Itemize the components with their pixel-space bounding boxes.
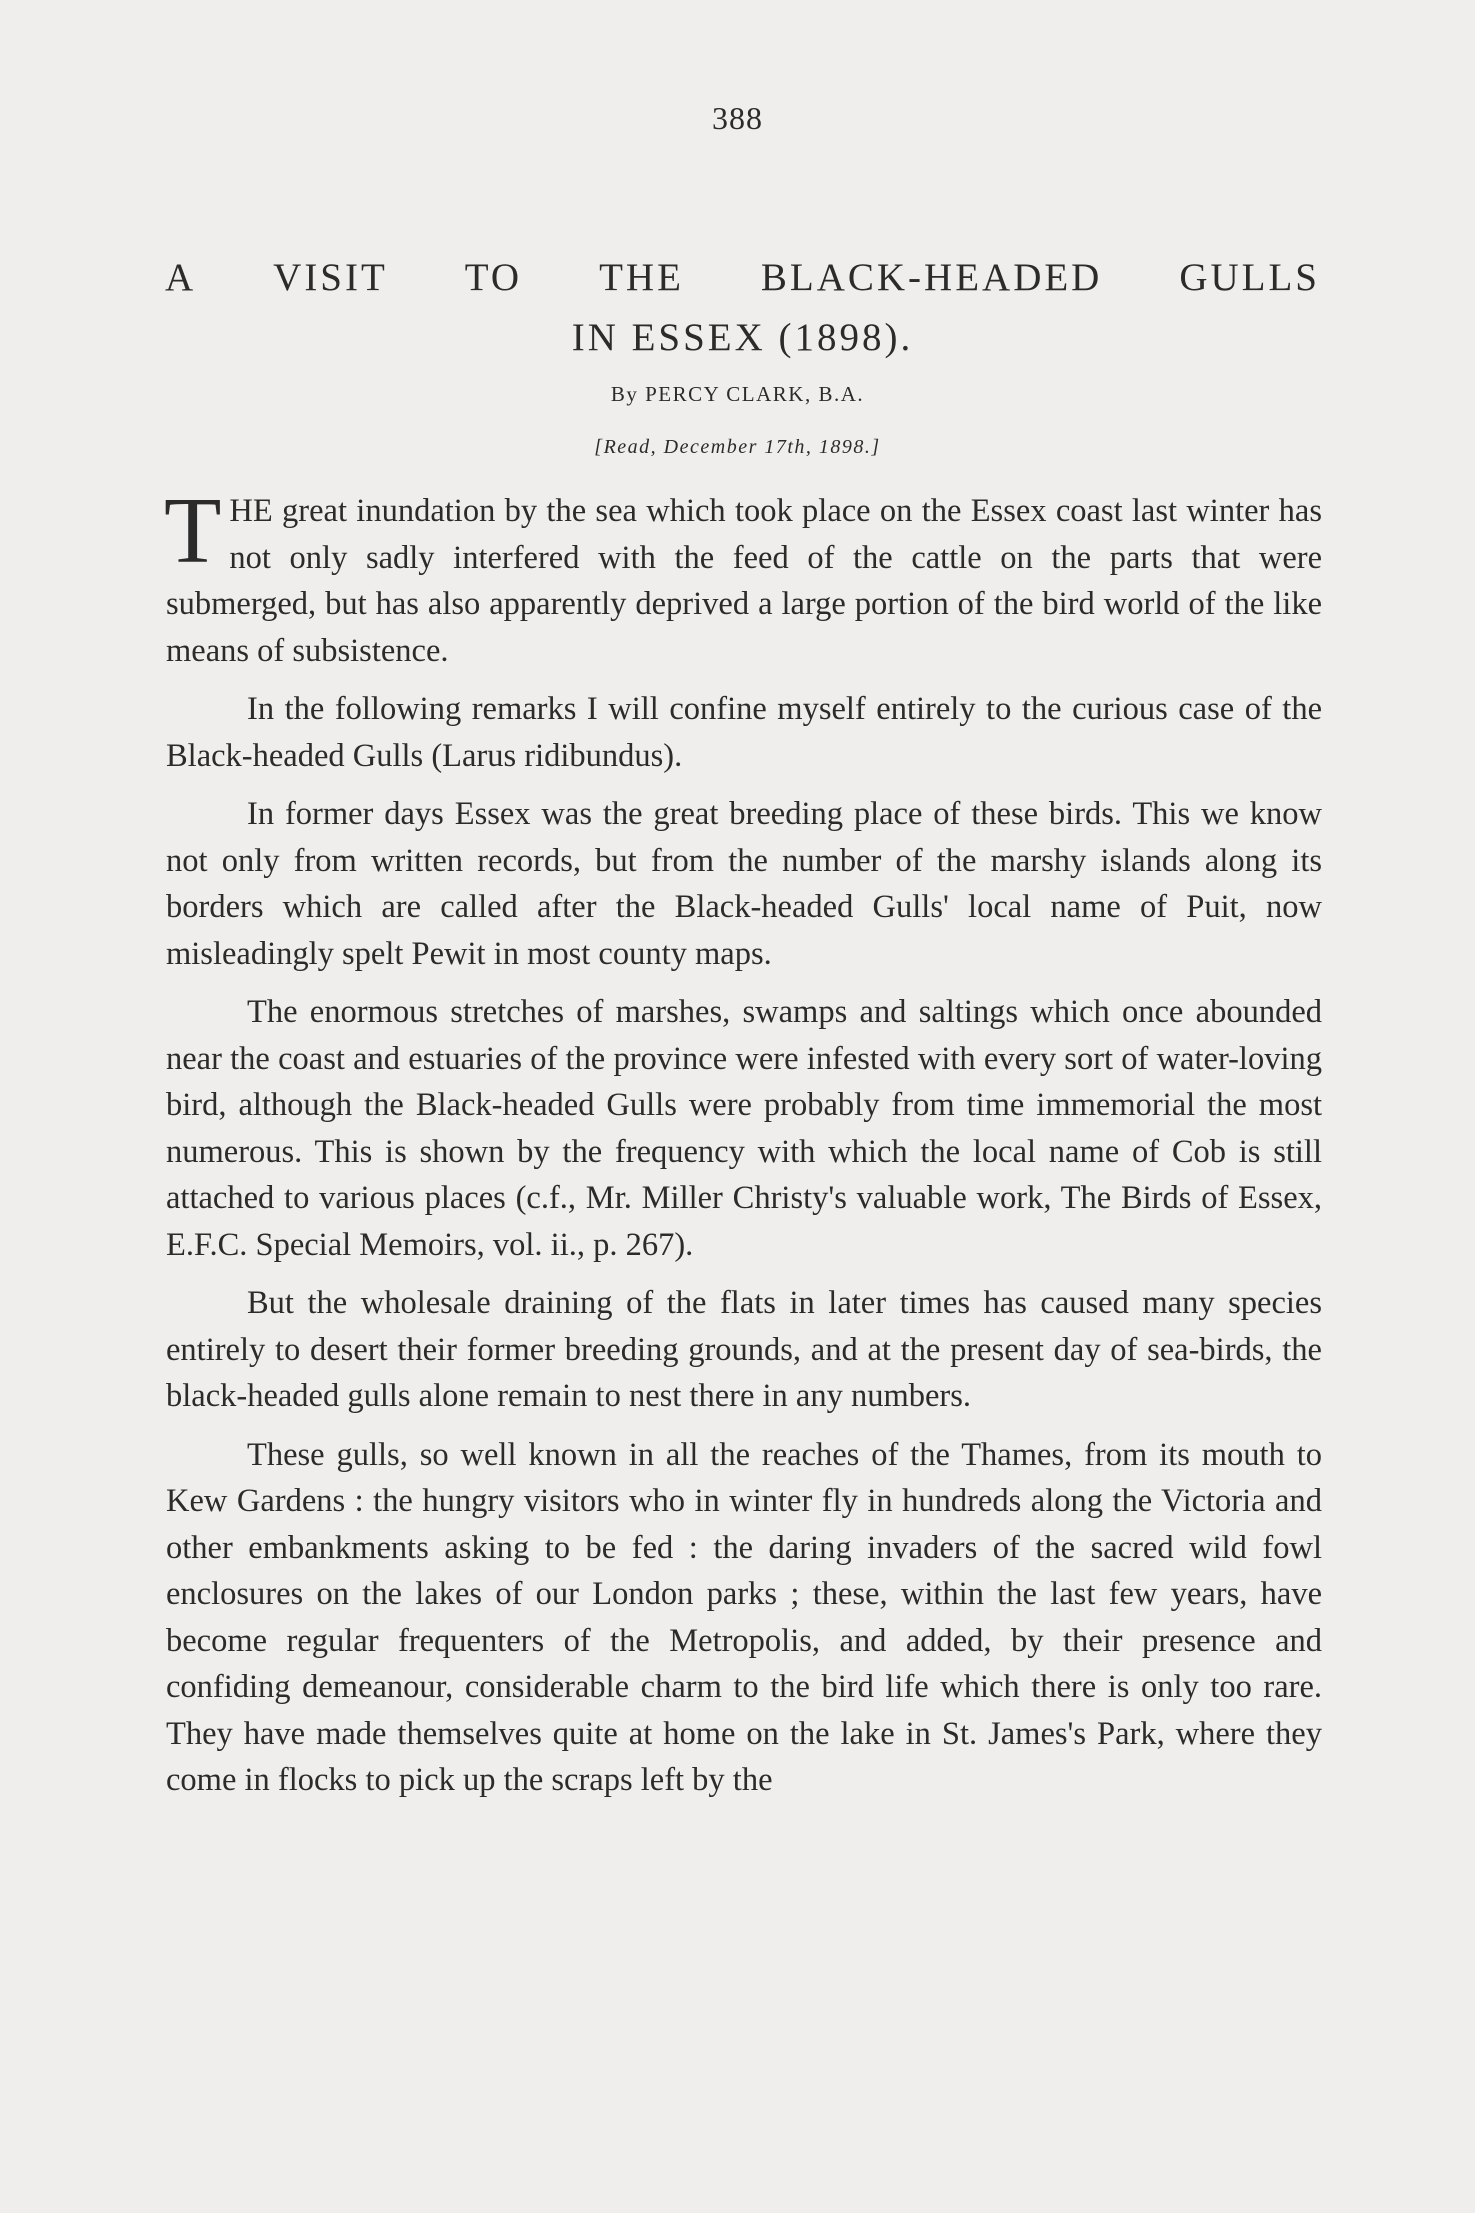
article-title-line-2: IN ESSEX (1898). <box>571 316 914 359</box>
article-body <box>164 479 1322 1804</box>
title-word: TO <box>464 256 523 299</box>
article-title-line-1 <box>165 248 1320 308</box>
title-word: VISIT <box>273 256 388 299</box>
paragraph: These gulls, so well known in all the reaches of the Thames, from its mouth to Kew Gardens : the hungry visitors who in winter fly in hundreds along the Victoria and other embankments asking to be fed : the daring invaders of the sacred wild fowl enclosures on the lakes of our London parks ; these, within the last few years, have become regular frequenters of the Metropolis, and added, by their presence and confiding demeanour, considerable charm to the bird life which there is only too rare. They have made themselves quite at home on the lake in St. James's Park, where they come in flocks to pick up the scraps left by the <box>166 1436 1322 1798</box>
page-number: 388 <box>712 100 763 136</box>
title-word: GULLS <box>1179 256 1320 299</box>
paragraph-text: HE great inundation by the sea which took place on the Essex coast last winter has not only sadly interfered with the feed of the cattle on the parts that were submerged, but has also apparently deprived a large portion of the bird world of the like means of subsistence. <box>166 493 1322 669</box>
drop-cap: T <box>164 479 222 583</box>
title-word: BLACK-HEADED <box>760 256 1103 299</box>
paragraph: In the following remarks I will confine myself entirely to the curious case of the Black-headed Gulls (Larus ridibundus). <box>166 691 1322 774</box>
paragraph: The enormous stretches of marshes, swamps and saltings which once abounded near the coast and estuaries of the province were infested with every sort of water-loving bird, although the Black-headed Gulls were probably from time immemorial the most numerous. This is shown by the frequency with which the local name of Cob is still attached to various places (c.f., Mr. Miller Christy's valuable work, The Birds of Essex, E.F.C. Special Memoirs, vol. ii., p. 267). <box>166 994 1322 1263</box>
author-byline: By PERCY CLARK, B.A. <box>610 382 865 406</box>
paragraph <box>164 479 1322 674</box>
paragraph: But the wholesale draining of the flats in later times has caused many species entirely to desert their former breeding grounds, and at the present day of sea-birds, the black-headed gulls alone remain to nest there in any numbers. <box>166 1285 1322 1414</box>
paragraph: In former days Essex was the great breeding place of these birds. This we know not only from written records, but from the number of the marshy islands along its borders which are called after the Black-headed Gulls' local name of Puit, now misleadingly spelt Pewit in most county maps. <box>166 796 1322 972</box>
title-word: A <box>165 256 197 299</box>
title-word: THE <box>599 256 684 299</box>
read-date: [Read, December 17th, 1898.] <box>594 436 881 458</box>
